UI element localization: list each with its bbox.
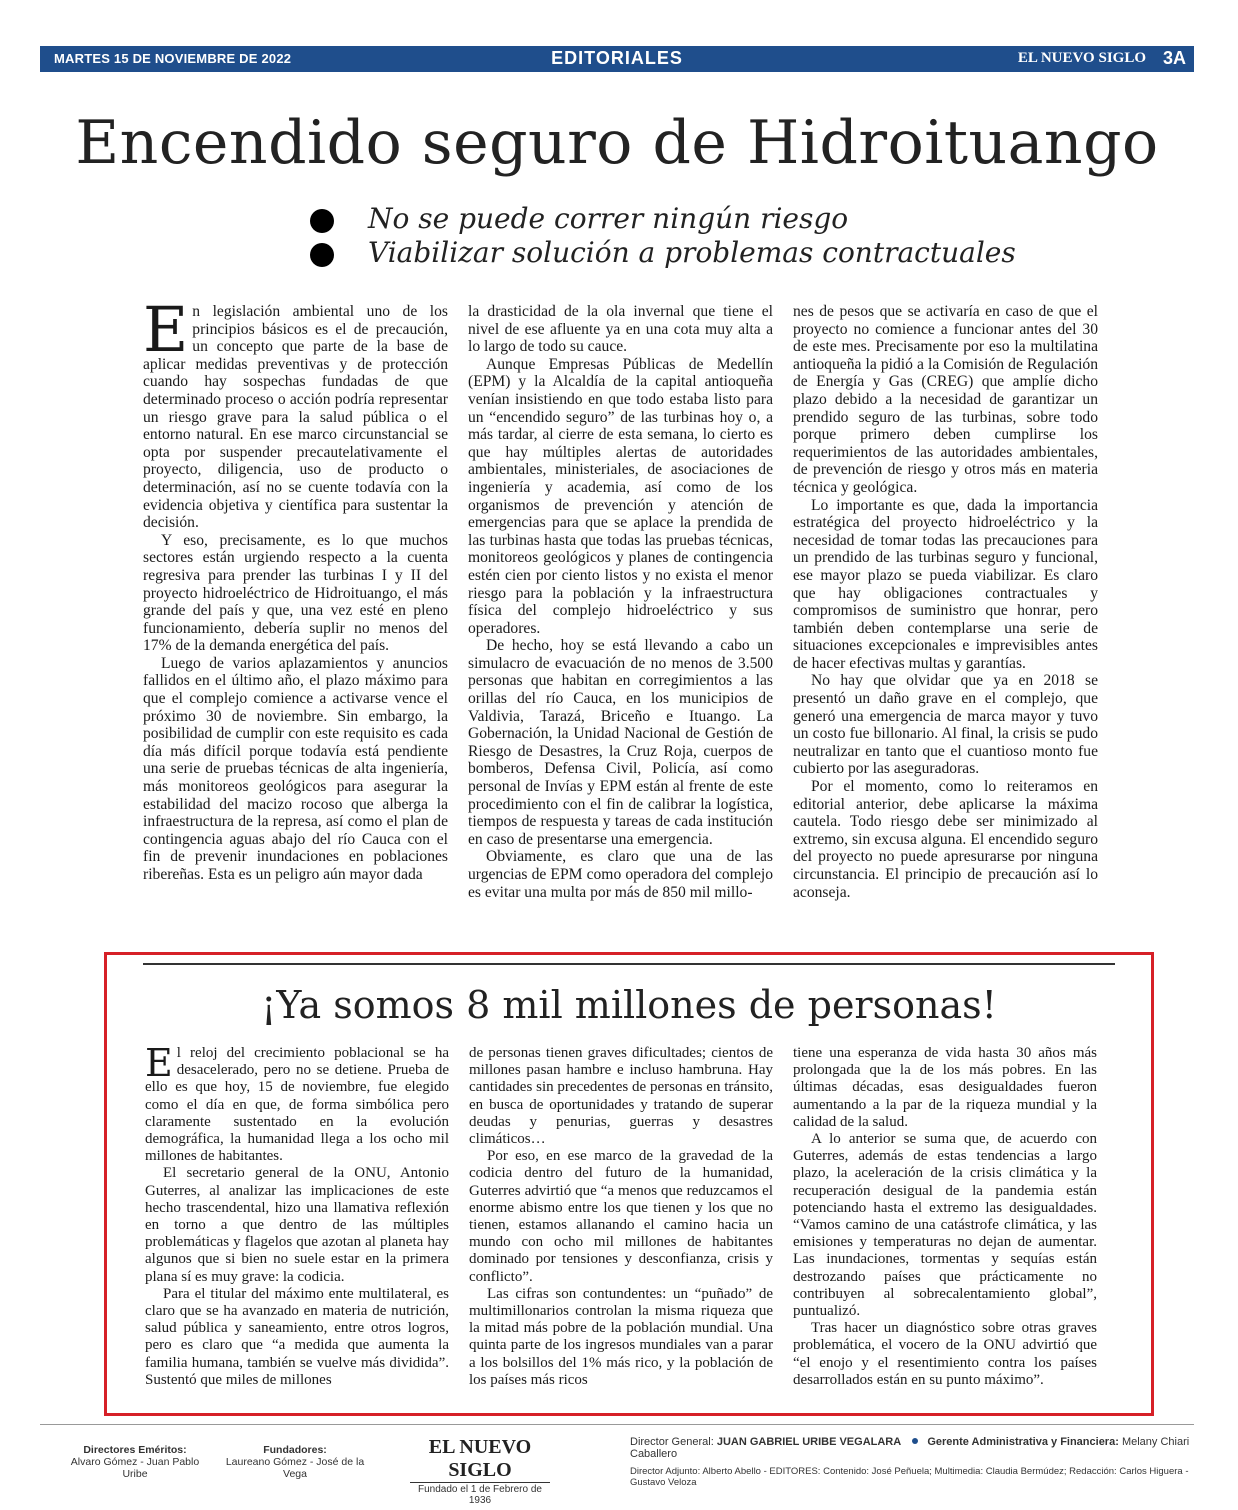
brand-name: EL NUEVO SIGLO — [1017, 50, 1146, 66]
directores-emeritos: Directores Eméritos: Alvaro Gómez - Juan Pablo Uribe — [70, 1444, 200, 1480]
subhead-item: Viabilizar solución a problemas contractuales — [310, 236, 1010, 270]
paragraph: A lo anterior se suma que, de acuerdo con Guterres, además de estas tendencias a largo plazo, la aceleración de la crisis climática y la recuperación desigual de la pandemia están potenciando hasta el extremo las desigualdades. “Vamos camino de una catástrofe climática, y las emisiones y temperaturas no dejan de aumentar. Las inundaciones, tormentas y sequías están destrozando países que prácticamente no contribuyen al sobrecalentamiento global”, puntualizó. — [793, 1131, 1097, 1320]
separator-dot-icon — [912, 1438, 918, 1444]
editorial-2-body — [145, 1041, 1097, 1389]
paragraph: Las cifras son contundentes: un “puñado” de multimillonarios controlan la misma riqueza que la mitad más pobre de la población mundial. Una quinta parte de los ingresos mundiales van a parar a los bolsillos del 1% más rico, y la población de los países más ricos — [469, 1285, 773, 1388]
paragraph: Aunque Empresas Públicas de Medellín (EPM) y la Alcaldía de la capital antioqueña venían insistiendo en que todo estaba listo para un “encendido seguro” de las turbinas hoy o, a más tardar, al cierre de esta semana, lo cierto es que hay múltiples alertas de autoridades ambientales, ministeriales, de asociaciones de ingeniería y academia, así como de los organismos de prevención y atención de emergencias para que se aplace la prendida de las turbinas hasta que todas las pruebas técnicas, monitoreos geológicos y planes de contingencia estén cien por ciento listos y no exista el menor riesgo para la población y la infraestructura física del complejo hidroeléctrico y sus operadores. — [468, 355, 773, 637]
paragraph: de personas tienen graves dificultades; cientos de millones pasan hambre e incluso hambruna. Hay cantidades sin precedentes de personas en tránsito, en busca de oportunidades y tratando de superar deudas y penurias, guerras y desastres climáticos… — [469, 1045, 773, 1148]
header-bar — [40, 46, 1194, 72]
paragraph: Tras hacer un diagnóstico sobre otras graves problemática, el vocero de la ONU advirtió que “el enojo y el resentimiento contra los países desarrollados están en su punto máximo”. — [793, 1320, 1097, 1388]
column-2 — [468, 303, 773, 901]
editorial-2-box — [104, 952, 1154, 1416]
paragraph: Obviamente, es claro que una de las urgencias de EPM como operadora del complejo es evitar una multa por más de 850 mil millo- — [468, 848, 773, 901]
editorial-1-body — [143, 293, 1098, 901]
paragraph: El secretario general de la ONU, Antonio Guterres, al analizar las implicaciones de este hecho trascendental, hizo una llamativa reflexión en torno a que dentro de las múltiples problemáticas y flagelos que azotan al planeta hay algunos que si bien no suele estar en la primera plana sí es muy grave: la codicia. — [145, 1165, 449, 1285]
bullet-icon — [310, 209, 334, 233]
footer-divider — [40, 1424, 1194, 1425]
fundadores: Fundadores: Laureano Gómez - José de la Vega — [225, 1444, 365, 1480]
divider — [143, 963, 1115, 965]
staff-credits: Director General: JUAN GABRIEL URIBE VEGALARA Gerente Administrativa y Financiera: Melany Chiari Caballero Director Adjunto: Alberto Abello - EDITORES: Contenido: José Peñuela; Multimedia: Claudia Bermúdez; Redacción: Carlos Higuera - Gustavo Veloza — [630, 1436, 1190, 1488]
column-1 — [145, 1041, 449, 1389]
page-number: 3A — [1162, 48, 1186, 68]
drop-cap: E — [145, 1041, 173, 1085]
paragraph: Lo importante es que, dada la importancia estratégica del proyecto hidroeléctrico y la necesidad de tomar todas las precauciones para un prendido de las turbinas seguro y funcional, ese mayor plazo se pueda viabilizar. Es claro que hay obligaciones contractuales y compromisos de suministro que honrar, pero también deben contemplarse una serie de situaciones excepcionales e imprevisibles antes de hacer efectivas multas y garantías. — [793, 496, 1098, 672]
editorial-1-subheads — [310, 202, 1016, 270]
masthead-logo: EL NUEVO SIGLO Fundado el 1 de Febrero de 1936 — [410, 1436, 550, 1506]
bullet-icon — [310, 243, 334, 267]
paragraph: En legislación ambiental uno de los principios básicos es el de precaución, un concepto que parte de la base de aplicar medidas preventivas y de protección cuando hay sospechas fundadas de que determinado proceso o acción podría representar un riesgo grave para la salud pública o el entorno natural. En ese marco circunstancial se opta por suspender precautelativamente el proyecto, diligencia, uso de producto o determinación, así no se cuente todavía con la evidencia objetiva y científica para sustentar la decisión. — [143, 293, 448, 532]
editorial-2-title: ¡Ya somos 8 mil millones de personas! — [261, 983, 997, 1027]
issue-date: MARTES 15 DE NOVIEMBRE DE 2022 — [54, 51, 292, 66]
section-title: EDITORIALES — [551, 48, 683, 68]
paragraph: Luego de varios aplazamientos y anuncios fallidos en el último año, el plazo máximo para que el complejo comience a activarse vence el próximo 30 de noviembre. Sin embargo, la posibilidad de cumplir con este requisito es cada día más difícil porque todavía está pendiente una serie de pruebas técnicas de alta ingeniería, más monitoreos geológicos para asegurar la estabilidad del macizo rocoso que alberga la infraestructura de la represa, así como el plan de contingencia aguas abajo del río Cauca con el fin de prevenir inundaciones en poblaciones ribereñas. Esta es un peligro aún mayor dada — [143, 654, 448, 883]
column-2 — [469, 1045, 773, 1389]
masthead-footer — [40, 1436, 1194, 1506]
column-1 — [143, 293, 448, 901]
paragraph: nes de pesos que se activaría en caso de que el proyecto no comience a funcionar antes del 30 de este mes. Precisamente por eso la multilatina antioqueña la pidió a la Comisión de Regulación de Energía y Gas (CREG) que amplíe dicho plazo debido a la necesidad de garantizar un prendido seguro de las turbinas, sobre todo porque primero deben cumplirse los requerimientos de las autoridades ambientales, de prevención de riesgo y otros más en materia técnica y geológica. — [793, 303, 1098, 496]
column-3 — [793, 1045, 1097, 1389]
paragraph: Para el titular del máximo ente multilateral, es claro que se ha avanzado en materia de nutrición, salud pública y saneamiento, entre otros logros, pero es claro que “a medida que aumenta la familia humana, también se vuelve más dividida”. Sustentó que miles de millones — [145, 1285, 449, 1388]
subhead-item: No se puede correr ningún riesgo — [310, 202, 1010, 236]
paragraph: Por eso, en ese marco de la gravedad de la codicia dentro del futuro de la humanidad, Guterres advirtió que “a menos que reduzcamos el enorme abismo entre los que tienen y los que no tienen, estamos allanando el camino hacia un mundo con ocho mil millones de habitantes dominado por tensiones y desconfianza, crisis y conflicto”. — [469, 1148, 773, 1285]
paragraph: De hecho, hoy se está llevando a cabo un simulacro de evacuación de no menos de 3.500 personas que habitan en corregimientos a las orillas del río Cauca, en los municipios de Valdivia, Tarazá, Briceño e Ituango. La Gobernación, la Unidad Nacional de Gestión de Riesgo de Desastres, la Cruz Roja, cuerpos de bomberos, Defensa Civil, Policía, así como personal de Invías y EPM están al frente de este procedimiento con el fin de calibrar la logística, tiempos de respuesta y tareas de cada institución en caso de presentarse una emergencia. — [468, 637, 773, 848]
paragraph: No hay que olvidar que ya en 2018 se presentó un daño grave en el complejo, que generó una emergencia de marca mayor y tuvo un costo fue billonario. Al final, la crisis se pudo neutralizar en tanto que el cuantioso monto fue cubierto por las aseguradoras. — [793, 672, 1098, 778]
editorial-1-title: Encendido seguro de Hidroituango — [75, 108, 1159, 178]
paragraph: El reloj del crecimiento poblacional se ha desacelerado, pero no se detiene. Prueba de ello es que hoy, 15 de noviembre, fue elegido como el día en que, de forma simbólica pero claramente sustentado en la evolución demográfica, la humanidad llega a los ocho mil millones de habitantes. — [145, 1041, 449, 1165]
drop-cap: E — [143, 293, 189, 366]
column-3 — [793, 303, 1098, 901]
paragraph: la drasticidad de la ola invernal que tiene el nivel de ese afluente ya en una cota muy alta a lo largo de todo su cauce. — [468, 303, 773, 356]
paragraph: Y eso, precisamente, es lo que muchos sectores están urgiendo respecto a la cuenta regresiva para prender las turbinas I y II del proyecto hidroeléctrico de Hidroituango, el más grande del país y que, una vez esté en pleno funcionamiento, debería suplir no menos del 17% de la demanda energética del país. — [143, 531, 448, 655]
paragraph: Por el momento, como lo reiteramos en editorial anterior, debe aplicarse la máxima cautela. Todo riesgo debe ser minimizado al extremo, sin excusa alguna. El encendido seguro del proyecto no puede apresurarse por ninguna circunstancia. El principio de precaución así lo aconseja. — [793, 778, 1098, 901]
paragraph: tiene una esperanza de vida hasta 30 años más prolongada que la de los más pobres. En las últimas décadas, esas desigualdades fueron aumentando a la par de la riqueza mundial y la calidad de la salud. — [793, 1045, 1097, 1130]
